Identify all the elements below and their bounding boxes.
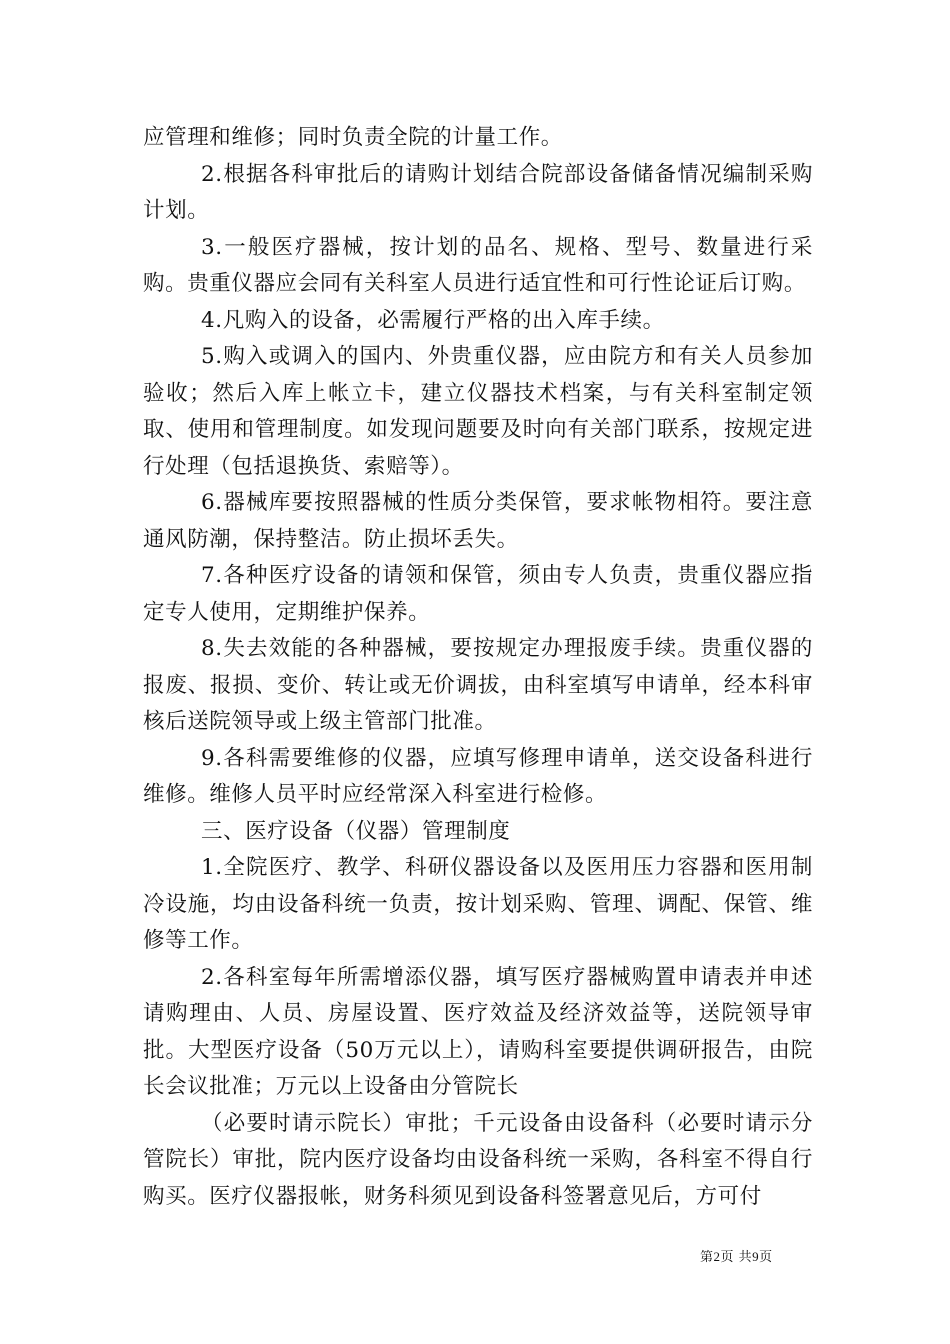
footer-prefix: 第 <box>700 1250 714 1265</box>
paragraph-6: 6.器械库要按照器械的性质分类保管，要求帐物相符。要注意通风防潮，保持整洁。防止损坏丢失。 <box>143 490 813 552</box>
page-number <box>700 1246 820 1265</box>
paragraph-3: 3.一般医疗器械，按计划的品名、规格、型号、数量进行采购。贵重仪器应会同有关科室人员进行适宜性和可行性论证后订购。 <box>143 234 813 296</box>
paragraph-11: 1.全院医疗、教学、科研仪器设备以及医用压力容器和医用制冷设施，均由设备科统一负责，按计划采购、管理、调配、保管、维修等工作。 <box>143 855 813 953</box>
paragraph-9: 9.各科需要维修的仪器，应填写修理申请单，送交设备科进行维修。维修人员平时应经常深入科室进行检修。 <box>143 745 813 807</box>
paragraph-8: 8.失去效能的各种器械，要按规定办理报废手续。贵重仪器的报废、报损、变价、转让或无价调拔，由科室填写申请单，经本科审核后送院领导或上级主管部门批准。 <box>143 636 813 734</box>
footer-total-pages: 9 <box>752 1249 760 1264</box>
document-body <box>143 120 813 1215</box>
paragraph-7: 7.各种医疗设备的请领和保管，须由专人负责，贵重仪器应指定专人使用，定期维护保养。 <box>143 563 813 625</box>
paragraph-4: 4.凡购入的设备，必需履行严格的出入库手续。 <box>201 307 665 333</box>
footer-current-page: 2 <box>713 1249 721 1264</box>
section-heading: 三、医疗设备（仪器）管理制度 <box>201 818 511 844</box>
paragraph-5: 5.购入或调入的国内、外贵重仪器，应由院方和有关人员参加验收；然后入库上帐立卡，建立仪器技术档案，与有关科室制定领取、使用和管理制度。如发现问题要及时向有关部门联系，按规定进行处理（包括退换货、索赔等）。 <box>143 344 813 479</box>
paragraph-2: 2.根据各科审批后的请购计划结合院部设备储备情况编制采购计划。 <box>143 161 813 223</box>
footer-suffix: 页 <box>759 1250 773 1265</box>
paragraph-1: 应管理和维修；同时负责全院的计量工作。 <box>143 125 563 150</box>
paragraph-12: 2.各科室每年所需增添仪器，填写医疗器械购置申请表并申述请购理由、人员、房屋设置、医疗效益及经济效益等，送院领导审批。大型医疗设备（50万元以上），请购科室要提供调研报告，由院长会议批准；万元以上设备由分管院长 <box>143 964 813 1099</box>
paragraph-13: （必要时请示院长）审批；千元设备由设备科（必要时请示分管院长）审批，院内医疗设备均由设备科统一采购，各科室不得自行购买。医疗仪器报帐，财务科须见到设备科签署意见后，方可付 <box>143 1110 813 1209</box>
footer-middle: 页 共 <box>720 1250 753 1265</box>
